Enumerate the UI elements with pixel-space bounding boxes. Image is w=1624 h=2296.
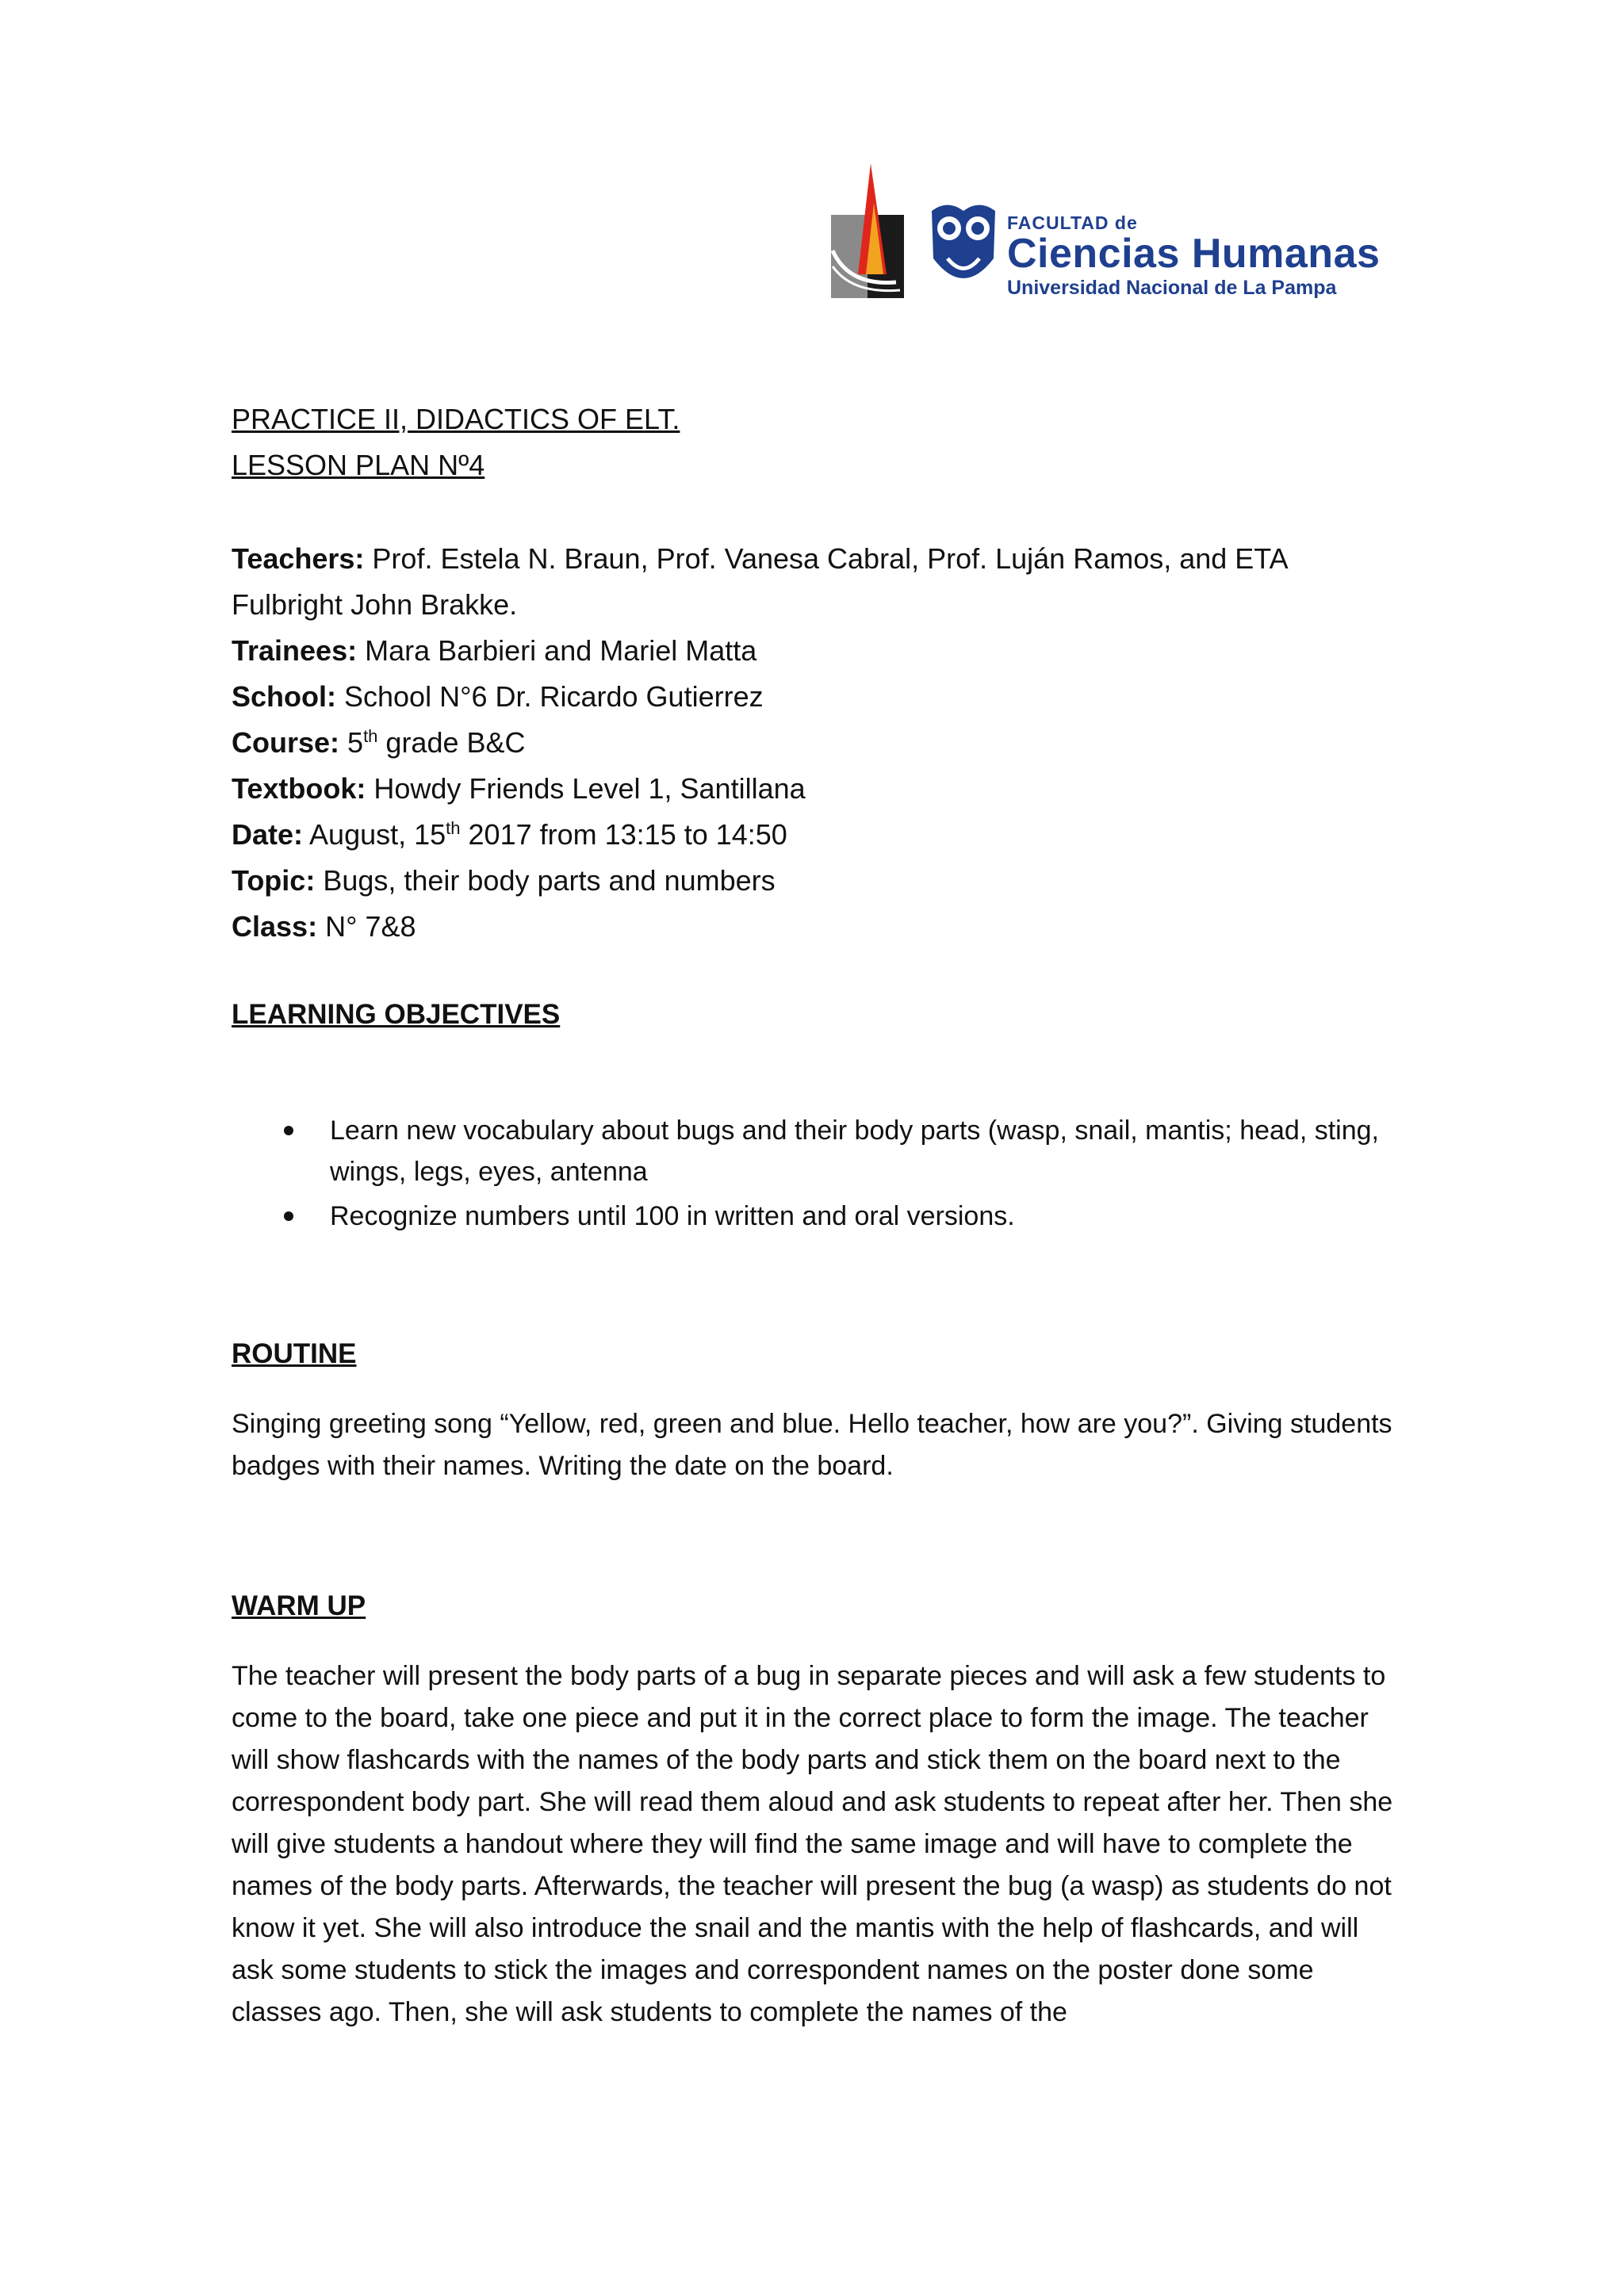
teachers-value-cont: Fulbright John Brakke.: [232, 588, 518, 621]
teachers-row: [232, 536, 1397, 582]
trainees-label: Trainees:: [232, 634, 358, 667]
course-value-post: grade B&C: [377, 726, 526, 759]
textbook-label: Textbook:: [232, 772, 366, 805]
topic-value: Bugs, their body parts and numbers: [315, 864, 776, 897]
logo-emblem-icon: [825, 155, 1007, 314]
lesson-info: [232, 536, 1397, 950]
routine-text: Singing greeting song “Yellow, red, green and blue. Hello teacher, how are you?”. Giving students badges with their names. Writing the date on the board.: [232, 1409, 1392, 1481]
objectives-title: LEARNING OBJECTIVES: [232, 999, 561, 1030]
school-value: School N°6 Dr. Ricardo Gutierrez: [336, 680, 764, 713]
objective-text-2: Recognize numbers until 100 in written and oral versions.: [330, 1201, 1015, 1231]
document-header: [232, 396, 1397, 488]
textbook-value: Howdy Friends Level 1, Santillana: [366, 772, 806, 805]
list-item: [232, 1110, 1397, 1192]
faculty-logo: [825, 155, 1380, 314]
logo-university-name: Universidad Nacional de La Pampa: [1007, 277, 1337, 299]
trainees-value: Mara Barbieri and Mariel Matta: [357, 634, 757, 667]
course-row: [232, 720, 1397, 766]
bullet-icon: [284, 1126, 293, 1135]
topic-label: Topic:: [232, 864, 316, 897]
textbook-row: [232, 766, 1397, 812]
list-item: [232, 1196, 1397, 1237]
course-superscript: th: [363, 726, 378, 746]
school-label: School:: [232, 680, 336, 713]
warmup-text: The teacher will present the body parts of a bug in separate pieces and will ask a few students to come to the board, take one piece and put it in the correct place to form the image. The teacher will show flashcards with the names of the body parts and stick them on the board next to the correspondent body part. She will read them aloud and ask students to repeat after her. Then she will give students a handout where they will find the same image and will have to complete the names of the body parts. Afterwards, the teacher will present the bug (a wasp) as students do not know it yet. She will also introduce the snail and the mantis with the help of flashcards, and will ask some students to stick the images and correspondent names on the poster done some classes ago. Then, she will ask students to complete the names of the: [232, 1661, 1393, 2027]
date-label: Date:: [232, 818, 304, 851]
school-row: [232, 674, 1397, 720]
logo-faculty-name: Ciencias Humanas: [1007, 231, 1381, 277]
topic-row: [232, 858, 1397, 904]
course-value: 5: [339, 726, 364, 759]
class-row: [232, 904, 1397, 950]
date-row: [232, 812, 1397, 858]
logo-faculty-label: FACULTAD de: [1007, 212, 1138, 233]
class-value: N° 7&8: [317, 910, 416, 943]
trainees-row: [232, 628, 1397, 674]
date-value-post: 2017 from 13:15 to 14:50: [460, 818, 787, 851]
routine-title: ROUTINE: [232, 1338, 357, 1369]
lesson-plan-title: LESSON PLAN Nº4: [232, 449, 485, 481]
course-label: Course:: [232, 726, 340, 759]
class-label: Class:: [232, 910, 318, 943]
teachers-value: Prof. Estela N. Braun, Prof. Vanesa Cabral, Prof. Luján Ramos, and ETA: [364, 542, 1289, 575]
bullet-icon: [284, 1211, 293, 1221]
warmup-title: WARM UP: [232, 1590, 366, 1621]
objective-text-1: Learn new vocabulary about bugs and their body parts (wasp, snail, mantis; head, sting, wings, legs, eyes, antenna: [330, 1115, 1379, 1187]
date-superscript: th: [446, 818, 461, 838]
course-title: PRACTICE II, DIDACTICS OF ELT.: [232, 403, 680, 435]
date-value: August, 15: [303, 818, 446, 851]
objectives-list: [232, 1110, 1397, 1240]
teachers-label: Teachers:: [232, 542, 365, 575]
teachers-row-cont: [232, 582, 1397, 628]
